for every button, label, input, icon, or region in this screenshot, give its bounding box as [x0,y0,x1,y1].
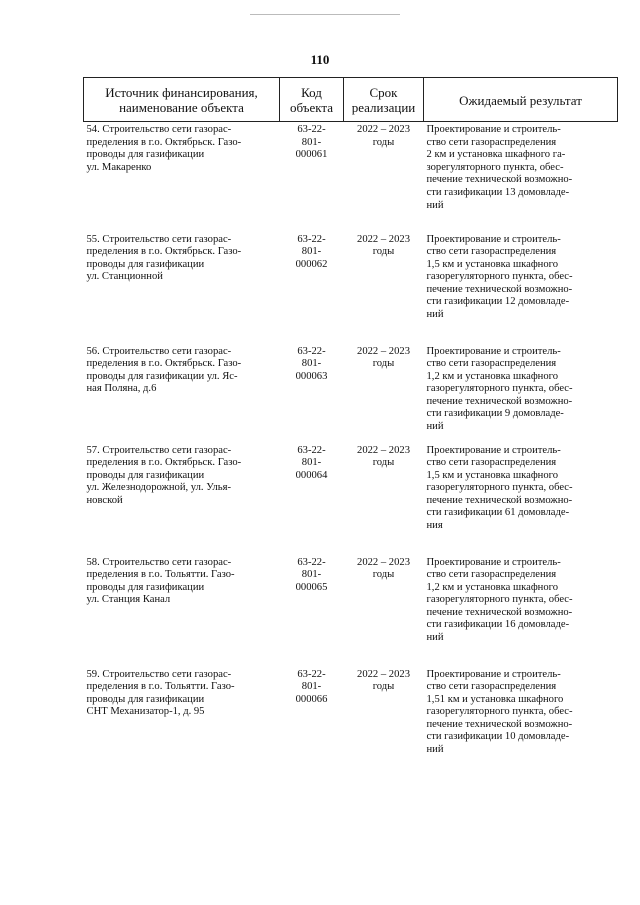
object-name: 55. Строительство сети газорас- пределения в г.о. Октябрьск. Газо- проводы для газификации ул. Станционной [86,233,242,283]
page-number: 110 [310,52,330,67]
object-term: 2022 – 2023 годы [357,233,410,258]
object-result: Проектирование и строитель- ство сети газораспределения 1,5 км и установка шкафного газорегуляторного пункта, обес- печение технической возможно- сти газификации 12 домовладе- ний [426,233,573,321]
object-name: 58. Строительство сети газорас- пределения в г.о. Тольятти. Газо- проводы для газификации ул. Станция Канал [86,556,235,606]
table-row [84,122,618,234]
header-code: Код объекта [280,78,344,122]
object-result: Проектирование и строитель- ство сети газораспределения 2 км и установка шкафного га- зорегуляторного пункта, обес- печение технической возможно- сти газификации 13 домовладе- ний [426,124,573,211]
object-term: 2022 – 2023 годы [357,345,410,370]
table-header-row [84,78,618,122]
object-result: Проектирование и строитель- ство сети газораспределения 1,5 км и установка шкафного газорегуляторного пункта, обес- печение технической возможно- сти газификации 61 домовладе- ния [426,444,573,532]
table-row [84,557,618,669]
object-term: 2022 – 2023 годы [357,668,410,693]
table-row [84,346,618,445]
object-name: 56. Строительство сети газорас- пределения в г.о. Октябрьск. Газо- проводы для газификации ул. Яс- ная Поляна, д.6 [86,345,242,395]
table-row [84,669,618,769]
object-name: 54. Строительство сети газорас- пределения в г.о. Октябрьск. Газо- проводы для газификации ул. Макаренко [86,124,242,173]
header-term: Срок реализации [344,78,424,122]
header-result: Ожидаемый результат [424,78,618,122]
object-name: 57. Строительство сети газорас- пределения в г.о. Октябрьск. Газо- проводы для газификации ул. Железнодорожной, ул. Улья- новской [86,444,242,506]
header-source: Источник финансирования, наименование объекта [84,78,280,122]
object-term: 2022 – 2023 годы [357,124,410,148]
object-code: 63-22- 801- 000064 [295,444,328,481]
table-row [84,445,618,557]
scan-top-rule [250,14,400,15]
object-term: 2022 – 2023 годы [357,556,410,581]
table-row [84,234,618,346]
object-result: Проектирование и строитель- ство сети газораспределения 1,2 км и установка шкафного газорегуляторного пункта, обес- печение технической возможно- сти газификации 16 домовладе- ний [426,556,573,644]
object-result: Проектирование и строитель- ство сети газораспределения 1,51 км и установка шкафного газорегуляторного пункта, обес- печение технической возможно- сти газификации 10 домовладе- ний [426,668,573,756]
object-result: Проектирование и строитель- ство сети газораспределения 1,2 км и установка шкафного газорегуляторного пункта, обес- печение технической возможно- сти газификации 9 домовладе- ний [426,345,573,433]
gasification-table [83,77,618,769]
object-code: 63-22- 801- 000066 [295,668,328,705]
object-code: 63-22- 801- 000065 [295,556,328,593]
object-code: 63-22- 801- 000063 [295,345,328,382]
object-code: 63-22- 801- 000061 [295,124,328,161]
object-code: 63-22- 801- 000062 [295,233,328,270]
object-term: 2022 – 2023 годы [357,444,410,469]
object-name: 59. Строительство сети газорас- пределения в г.о. Тольятти. Газо- проводы для газификации СНТ Механизатор-1, д. 95 [86,668,235,718]
